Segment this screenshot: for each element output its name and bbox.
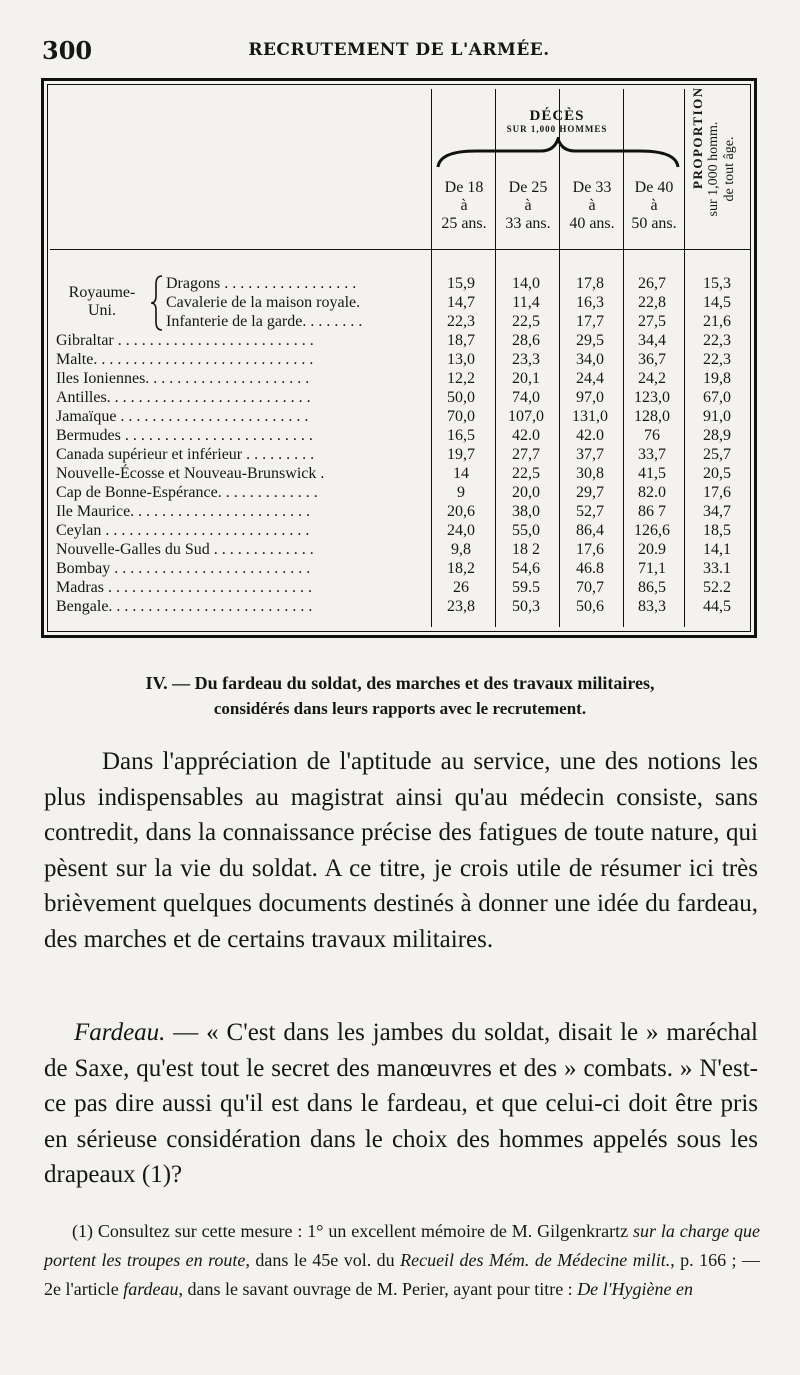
row-label: Ceylan . . . . . . . . . . . . . . . . . . . . . . . . . . (56, 522, 310, 539)
group-label-royaume-uni: Royaume- Uni. (68, 284, 136, 319)
row-label: Bermudes . . . . . . . . . . . . . . . . . . . . . . . . (56, 427, 313, 444)
row-value: 22,3 (703, 351, 731, 368)
row-value: 38,0 (512, 503, 540, 520)
age-column-header-2: De 25 à 33 ans. (505, 179, 551, 232)
row-value: 23,8 (447, 598, 475, 615)
row-value: 14,0 (512, 275, 540, 292)
row-value: 123,0 (634, 389, 670, 406)
row-value: 23,3 (512, 351, 540, 368)
row-value: 27,7 (512, 446, 540, 463)
row-value: 24,0 (447, 522, 475, 539)
row-value: 29,7 (576, 484, 604, 501)
row-value: 19,8 (703, 370, 731, 387)
row-value: 82.0 (638, 484, 666, 501)
row-value: 83,3 (638, 598, 666, 615)
row-label: Gibraltar . . . . . . . . . . . . . . . . . . . . . . . . . (56, 332, 314, 349)
row-value: 13,0 (447, 351, 475, 368)
row-value: 59.5 (512, 579, 540, 596)
page-header (42, 34, 756, 70)
body-paragraph-1: Dans l'appréciation de l'aptitude au service, une des notions les plus indispensables au magistrat ainsi qu'au médecin consiste, sans contredit, dans la connaissance précise des fatigues de toute nature, qui pèsent sur la vie du soldat. A ce titre, je crois utile de résumer ici très brièvement quelques documents destinés à donner une idée du fardeau, des marches et de certains travaux militaires. (44, 748, 758, 953)
age-column-header-3: De 33 à 40 ans. (569, 179, 615, 232)
row-value: 71,1 (638, 560, 666, 577)
row-value: 9,8 (451, 541, 471, 558)
row-value: 36,7 (638, 351, 666, 368)
row-value: 34,0 (576, 351, 604, 368)
row-value: 97,0 (576, 389, 604, 406)
row-label: Infanterie de la garde. . . . . . . . (166, 313, 363, 330)
row-value: 20.9 (638, 541, 666, 558)
curly-brace-decoration (436, 137, 680, 171)
row-label: Bengale. . . . . . . . . . . . . . . . . . . . . . . . . . (56, 598, 313, 615)
row-value: 15,9 (447, 275, 475, 292)
row-label: Madras . . . . . . . . . . . . . . . . . . . . . . . . . . (56, 579, 312, 596)
row-value: 86,4 (576, 522, 604, 539)
row-label: Dragons . . . . . . . . . . . . . . . . . (166, 275, 357, 292)
row-value: 128,0 (634, 408, 670, 425)
row-label: Nouvelle-Écosse et Nouveau-Brunswick . (56, 465, 325, 482)
row-label: Iles Ioniennes. . . . . . . . . . . . . . . . . . . . . (56, 370, 310, 387)
row-value: 52,7 (576, 503, 604, 520)
row-value: 86 7 (638, 503, 666, 520)
row-label: Antilles. . . . . . . . . . . . . . . . . . . . . . . . . . (56, 389, 311, 406)
row-value: 22,5 (512, 313, 540, 330)
row-value: 24,4 (576, 370, 604, 387)
row-value: 29,5 (576, 332, 604, 349)
row-value: 24,2 (638, 370, 666, 387)
row-value: 19,7 (447, 446, 475, 463)
row-label: Jamaïque . . . . . . . . . . . . . . . . . . . . . . . . (56, 408, 309, 425)
row-value: 86,5 (638, 579, 666, 596)
row-label: Canada supérieur et inférieur . . . . . . . . . (56, 446, 315, 463)
row-value: 42.0 (576, 427, 604, 444)
row-value: 17,7 (576, 313, 604, 330)
age-column-header-4: De 40 à 50 ans. (631, 179, 677, 232)
row-value: 46.8 (576, 560, 604, 577)
row-value: 14,7 (447, 294, 475, 311)
row-value: 50,6 (576, 598, 604, 615)
row-label: Cap de Bonne-Espérance. . . . . . . . . . . . . (56, 484, 318, 501)
row-value: 126,6 (634, 522, 670, 539)
row-value: 14,1 (703, 541, 731, 558)
row-value: 16,5 (447, 427, 475, 444)
row-label: Cavalerie de la maison royale. (166, 294, 361, 311)
row-value: 131,0 (572, 408, 608, 425)
header-rule (50, 249, 750, 250)
row-value: 52.2 (703, 579, 731, 596)
row-label: Malte. . . . . . . . . . . . . . . . . . . . . . . . . . . . (56, 351, 314, 368)
section-heading (40, 670, 760, 722)
row-value: 22,3 (447, 313, 475, 330)
mortality-table (41, 78, 757, 638)
row-value: 18,2 (447, 560, 475, 577)
group-bracket (150, 274, 164, 332)
proportion-header: PROPORTION sur 1,000 homm. de tout âge. (690, 86, 737, 217)
row-value: 20,0 (512, 484, 540, 501)
paragraph-lead-fardeau: Fardeau. (74, 1019, 166, 1046)
section-heading-line-1: IV. — Du fardeau du soldat, des marches et des travaux militaires, (145, 673, 655, 693)
row-value: 18,5 (703, 522, 731, 539)
row-value: 54,6 (512, 560, 540, 577)
row-value: 37,7 (576, 446, 604, 463)
row-value: 17,8 (576, 275, 604, 292)
row-value: 41,5 (638, 465, 666, 482)
paragraph-2-text: — « C'est dans les jambes du soldat, disait le » maréchal de Saxe, qu'est tout le secret des manœuvres et des » combats. » N'est-ce pas dire aussi qu'il est dans le fardeau, et que celui-ci doit être pris en sérieuse considération dans le choix des hommes appelés sous les drapeaux (1)? (44, 1019, 758, 1188)
row-label: Bombay . . . . . . . . . . . . . . . . . . . . . . . . . (56, 560, 311, 577)
row-value: 25,7 (703, 446, 731, 463)
row-value: 28,6 (512, 332, 540, 349)
row-value: 16,3 (576, 294, 604, 311)
row-value: 20,5 (703, 465, 731, 482)
row-value: 17,6 (703, 484, 731, 501)
row-value: 50,3 (512, 598, 540, 615)
row-value: 18 2 (512, 541, 540, 558)
row-value: 30,8 (576, 465, 604, 482)
row-value: 33,7 (638, 446, 666, 463)
row-value: 44,5 (703, 598, 731, 615)
section-heading-line-2: considérés dans leurs rapports avec le recrutement. (213, 699, 587, 718)
row-value: 34,7 (703, 503, 731, 520)
page-number: 300 (42, 36, 93, 65)
row-value: 55,0 (512, 522, 540, 539)
row-value: 67,0 (703, 389, 731, 406)
row-value: 34,4 (638, 332, 666, 349)
row-value: 26 (453, 579, 469, 596)
row-value: 27,5 (638, 313, 666, 330)
row-value: 76 (644, 427, 660, 444)
row-value: 12,2 (447, 370, 475, 387)
row-value: 22,5 (512, 465, 540, 482)
deces-subtitle: SUR 1,000 HOMMES (506, 124, 608, 134)
row-value: 17,6 (576, 541, 604, 558)
row-value: 20,1 (512, 370, 540, 387)
row-value: 18,7 (447, 332, 475, 349)
row-value: 26,7 (638, 275, 666, 292)
row-label: Ile Maurice. . . . . . . . . . . . . . . . . . . . . . . (56, 503, 311, 520)
row-value: 14 (453, 465, 469, 482)
row-value: 22,8 (638, 294, 666, 311)
row-value: 42.0 (512, 427, 540, 444)
row-value: 22,3 (703, 332, 731, 349)
row-value: 15,3 (703, 275, 731, 292)
body-paragraph-2 (44, 1015, 758, 1193)
row-value: 107,0 (508, 408, 544, 425)
row-value: 74,0 (512, 389, 540, 406)
row-value: 9 (457, 484, 465, 501)
footnote: (1) Consultez sur cette mesure : 1° un excellent mémoire de M. Gilgenkrartz sur la charge que portent les troupes en route, dans le 45e vol. du Recueil des Mém. de Médecine milit., p. 166 ; — 2e l'article fardeau, dans le savant ouvrage de M. Perier, ayant pour titre : De l'Hygiène en (44, 1221, 761, 1299)
row-value: 91,0 (703, 408, 731, 425)
row-value: 50,0 (447, 389, 475, 406)
row-value: 20,6 (447, 503, 475, 520)
row-value: 28,9 (703, 427, 731, 444)
row-value: 21,6 (703, 313, 731, 330)
running-title: RECRUTEMENT DE L'ARMÉE. (248, 40, 550, 60)
row-label: Nouvelle-Galles du Sud . . . . . . . . . . . . . (56, 541, 314, 558)
row-value: 70,0 (447, 408, 475, 425)
row-value: 11,4 (512, 294, 540, 311)
row-value: 33.1 (703, 560, 731, 577)
row-value: 14,5 (703, 294, 731, 311)
deces-title: DÉCÈS (529, 108, 585, 124)
age-column-header-1: De 18 à 25 ans. (441, 179, 487, 232)
row-value: 70,7 (576, 579, 604, 596)
